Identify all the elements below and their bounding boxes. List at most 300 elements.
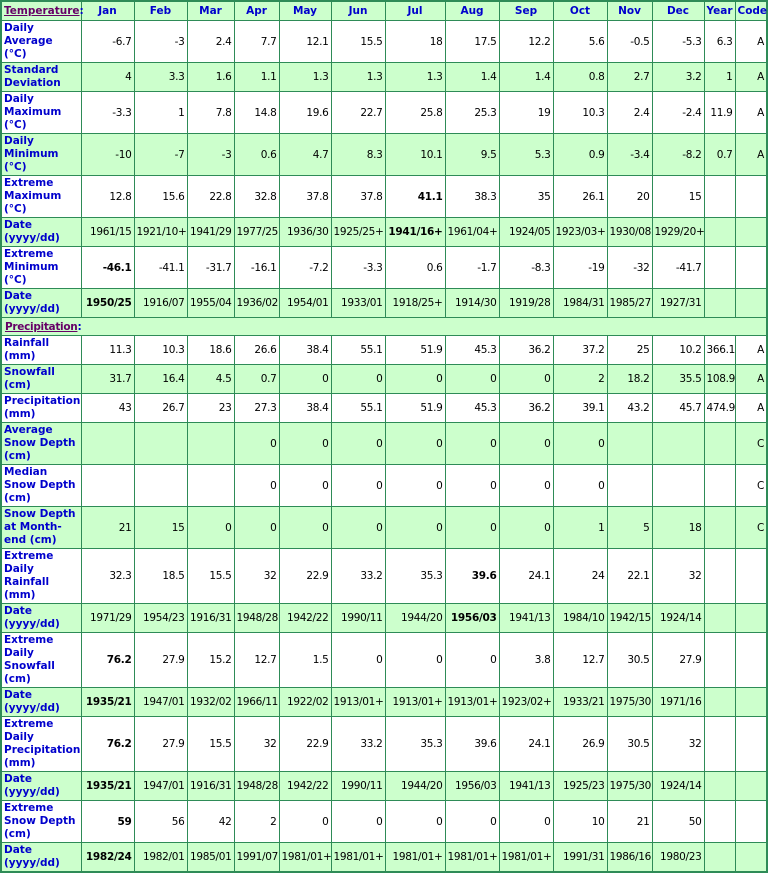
cell-may: 1981/01+ (279, 843, 331, 873)
cell-dec: 15 (652, 176, 704, 218)
row-label-extreme-minimum-c: Extreme Minimum (°C) (1, 247, 81, 289)
table-row (1, 336, 767, 365)
cell-apr: 12.7 (234, 633, 279, 688)
cell-dec: 32 (652, 549, 704, 604)
table-row (1, 772, 767, 801)
col-header-apr: Apr (234, 1, 279, 21)
cell-apr: 0.6 (234, 134, 279, 176)
cell-may: 1.5 (279, 633, 331, 688)
cell-sep: 36.2 (499, 394, 553, 423)
row-label-extreme-snow-depth-cm: Extreme Snow Depth (cm) (1, 801, 81, 843)
cell-jan (81, 465, 134, 507)
cell-mar: -31.7 (187, 247, 234, 289)
cell-feb: 16.4 (134, 365, 187, 394)
cell-jun: 1990/11 (331, 772, 385, 801)
cell-code: A (735, 134, 767, 176)
cell-year (704, 465, 735, 507)
cell-may: 1954/01 (279, 289, 331, 318)
cell-code (735, 176, 767, 218)
cell-feb: -3 (134, 21, 187, 63)
cell-mar: 1932/02 (187, 688, 234, 717)
cell-feb: 10.3 (134, 336, 187, 365)
cell-jul: 1941/16+ (385, 218, 445, 247)
col-header-mar: Mar (187, 1, 234, 21)
precipitation-section-heading (1, 318, 767, 336)
cell-year (704, 843, 735, 873)
cell-mar: 2.4 (187, 21, 234, 63)
cell-feb: 27.9 (134, 633, 187, 688)
cell-mar: 1941/29 (187, 218, 234, 247)
cell-nov: 18.2 (607, 365, 652, 394)
cell-may: 22.9 (279, 717, 331, 772)
cell-code: C (735, 423, 767, 465)
cell-aug: 0 (445, 633, 499, 688)
cell-year (704, 507, 735, 549)
cell-nov: -3.4 (607, 134, 652, 176)
cell-apr: 32 (234, 549, 279, 604)
cell-sep: 1941/13 (499, 772, 553, 801)
table-row (1, 423, 767, 465)
precipitation-link[interactable]: Precipitation (5, 320, 78, 333)
row-label-date-yyyy-dd: Date (yyyy/dd) (1, 218, 81, 247)
cell-jul: 0 (385, 633, 445, 688)
cell-sep: 5.3 (499, 134, 553, 176)
cell-code (735, 218, 767, 247)
cell-sep: 1923/02+ (499, 688, 553, 717)
cell-may: 38.4 (279, 394, 331, 423)
row-label-extreme-maximum-c: Extreme Maximum (°C) (1, 176, 81, 218)
cell-jul: 18 (385, 21, 445, 63)
cell-dec: 3.2 (652, 63, 704, 92)
cell-aug: 17.5 (445, 21, 499, 63)
cell-jan: 1982/24 (81, 843, 134, 873)
cell-apr: 7.7 (234, 21, 279, 63)
cell-dec: -8.2 (652, 134, 704, 176)
cell-jan: 32.3 (81, 549, 134, 604)
cell-jun: 0 (331, 801, 385, 843)
cell-mar: 18.6 (187, 336, 234, 365)
cell-sep: 0 (499, 423, 553, 465)
cell-jun: 0 (331, 465, 385, 507)
temperature-section-heading (1, 1, 84, 21)
cell-oct: 1 (553, 507, 607, 549)
cell-mar: 7.8 (187, 92, 234, 134)
cell-dec (652, 423, 704, 465)
cell-may: 19.6 (279, 92, 331, 134)
cell-mar (187, 423, 234, 465)
cell-code (735, 801, 767, 843)
cell-oct: 10.3 (553, 92, 607, 134)
cell-jun: 0 (331, 633, 385, 688)
col-header-may: May (279, 1, 331, 21)
cell-dec: 27.9 (652, 633, 704, 688)
cell-oct: 1933/21 (553, 688, 607, 717)
cell-year (704, 688, 735, 717)
cell-jul: 35.3 (385, 717, 445, 772)
col-header-year: Year (704, 1, 735, 21)
cell-year (704, 247, 735, 289)
cell-year: 1 (704, 63, 735, 92)
row-label-extreme-daily-precipitation-mm: Extreme Daily Precipitation (mm) (1, 717, 81, 772)
cell-jun: 55.1 (331, 336, 385, 365)
cell-jul: 0 (385, 465, 445, 507)
cell-oct: 5.6 (553, 21, 607, 63)
cell-year (704, 423, 735, 465)
cell-oct: 1925/23 (553, 772, 607, 801)
cell-oct: 12.7 (553, 633, 607, 688)
cell-dec: 45.7 (652, 394, 704, 423)
table-row (1, 465, 767, 507)
cell-feb: 1947/01 (134, 688, 187, 717)
cell-apr: 0 (234, 465, 279, 507)
cell-mar: 0 (187, 507, 234, 549)
cell-feb: 3.3 (134, 63, 187, 92)
cell-year (704, 801, 735, 843)
cell-code: A (735, 63, 767, 92)
cell-jan: -3.3 (81, 92, 134, 134)
cell-feb: -7 (134, 134, 187, 176)
cell-mar: 1916/31 (187, 604, 234, 633)
cell-sep: 0 (499, 465, 553, 507)
cell-feb: 15 (134, 507, 187, 549)
header-row (1, 1, 767, 21)
cell-feb: 1954/23 (134, 604, 187, 633)
row-label-daily-average-c: Daily Average (°C) (1, 21, 81, 63)
cell-oct: 1991/31 (553, 843, 607, 873)
cell-mar: 42 (187, 801, 234, 843)
cell-aug: 1914/30 (445, 289, 499, 318)
cell-may: 0 (279, 507, 331, 549)
cell-oct: 0.8 (553, 63, 607, 92)
cell-feb (134, 465, 187, 507)
cell-aug: 0 (445, 423, 499, 465)
cell-jun: 1981/01+ (331, 843, 385, 873)
col-header-nov: Nov (607, 1, 652, 21)
cell-code (735, 717, 767, 772)
cell-nov: 30.5 (607, 717, 652, 772)
cell-nov: -32 (607, 247, 652, 289)
cell-code (735, 289, 767, 318)
cell-jul: 51.9 (385, 394, 445, 423)
cell-year: 6.3 (704, 21, 735, 63)
cell-apr: 1948/28 (234, 772, 279, 801)
cell-sep: 19 (499, 92, 553, 134)
cell-aug: 1956/03 (445, 604, 499, 633)
row-label-rainfall-mm: Rainfall (mm) (1, 336, 81, 365)
cell-feb: 26.7 (134, 394, 187, 423)
cell-nov: 1975/30 (607, 772, 652, 801)
cell-may: 0 (279, 365, 331, 394)
cell-oct: 26.9 (553, 717, 607, 772)
row-label-date-yyyy-dd: Date (yyyy/dd) (1, 772, 81, 801)
table-row (1, 289, 767, 318)
cell-mar: 15.2 (187, 633, 234, 688)
cell-apr: 26.6 (234, 336, 279, 365)
cell-jun: 15.5 (331, 21, 385, 63)
cell-may: 0 (279, 423, 331, 465)
cell-jul: 1944/20 (385, 604, 445, 633)
cell-may: 37.8 (279, 176, 331, 218)
cell-jan: 59 (81, 801, 134, 843)
cell-year (704, 717, 735, 772)
cell-jan: -6.7 (81, 21, 134, 63)
cell-nov: 1975/30 (607, 688, 652, 717)
cell-may: 0 (279, 465, 331, 507)
cell-jun: 8.3 (331, 134, 385, 176)
cell-jun: 1.3 (331, 63, 385, 92)
table-row (1, 218, 767, 247)
row-label-snowfall-cm: Snowfall (cm) (1, 365, 81, 394)
cell-aug: 45.3 (445, 336, 499, 365)
cell-jan: 1935/21 (81, 688, 134, 717)
cell-oct: 37.2 (553, 336, 607, 365)
cell-aug: 39.6 (445, 717, 499, 772)
cell-mar: 15.5 (187, 717, 234, 772)
cell-year (704, 604, 735, 633)
cell-code: A (735, 365, 767, 394)
row-label-precipitation-mm: Precipitation (mm) (1, 394, 81, 423)
temperature-section (1, 21, 767, 318)
col-header-oct: Oct (553, 1, 607, 21)
table-row (1, 717, 767, 772)
cell-oct: -19 (553, 247, 607, 289)
cell-nov (607, 423, 652, 465)
cell-dec: 50 (652, 801, 704, 843)
cell-nov: 1986/16 (607, 843, 652, 873)
cell-mar: 1916/31 (187, 772, 234, 801)
cell-oct: 24 (553, 549, 607, 604)
table-row (1, 507, 767, 549)
cell-jun: 0 (331, 507, 385, 549)
cell-feb: 1921/10+ (134, 218, 187, 247)
cell-oct: 1984/31 (553, 289, 607, 318)
cell-apr: 32.8 (234, 176, 279, 218)
cell-code (735, 688, 767, 717)
cell-may: 1.3 (279, 63, 331, 92)
cell-apr: 2 (234, 801, 279, 843)
table-row (1, 92, 767, 134)
cell-apr: 1977/25 (234, 218, 279, 247)
cell-may: 22.9 (279, 549, 331, 604)
table-row (1, 633, 767, 688)
col-header-sep: Sep (499, 1, 553, 21)
cell-jun: 22.7 (331, 92, 385, 134)
cell-jun: 1933/01 (331, 289, 385, 318)
cell-may: 0 (279, 801, 331, 843)
table-row (1, 688, 767, 717)
cell-oct: 0 (553, 465, 607, 507)
col-header-aug: Aug (445, 1, 499, 21)
cell-jun: 37.8 (331, 176, 385, 218)
cell-nov: 1985/27 (607, 289, 652, 318)
cell-feb: 27.9 (134, 717, 187, 772)
cell-mar: -3 (187, 134, 234, 176)
cell-nov: 22.1 (607, 549, 652, 604)
cell-nov (607, 465, 652, 507)
cell-apr: -16.1 (234, 247, 279, 289)
cell-sep: 0 (499, 507, 553, 549)
cell-dec: -5.3 (652, 21, 704, 63)
cell-code: A (735, 394, 767, 423)
cell-jul: 1918/25+ (385, 289, 445, 318)
cell-jun: 1913/01+ (331, 688, 385, 717)
cell-jul: 1944/20 (385, 772, 445, 801)
cell-jan: 4 (81, 63, 134, 92)
cell-code: C (735, 465, 767, 507)
cell-mar: 23 (187, 394, 234, 423)
cell-year: 0.7 (704, 134, 735, 176)
cell-feb: 1916/07 (134, 289, 187, 318)
cell-year (704, 549, 735, 604)
cell-nov: 2.4 (607, 92, 652, 134)
cell-nov: 5 (607, 507, 652, 549)
row-label-date-yyyy-dd: Date (yyyy/dd) (1, 688, 81, 717)
colon: : (77, 320, 82, 333)
cell-mar: 15.5 (187, 549, 234, 604)
cell-apr: 0.7 (234, 365, 279, 394)
col-header-jun: Jun (331, 1, 385, 21)
cell-jan (81, 423, 134, 465)
cell-jun: 33.2 (331, 549, 385, 604)
cell-may: -7.2 (279, 247, 331, 289)
cell-code (735, 843, 767, 873)
cell-apr: 1966/11 (234, 688, 279, 717)
cell-year (704, 772, 735, 801)
cell-year: 474.9 (704, 394, 735, 423)
row-label-extreme-daily-snowfall-cm: Extreme Daily Snowfall (cm) (1, 633, 81, 688)
cell-code: A (735, 336, 767, 365)
col-header-feb: Feb (134, 1, 187, 21)
cell-sep: 1924/05 (499, 218, 553, 247)
cell-sep: 24.1 (499, 549, 553, 604)
cell-dec: -41.7 (652, 247, 704, 289)
cell-oct: 2 (553, 365, 607, 394)
cell-feb (134, 423, 187, 465)
cell-code (735, 772, 767, 801)
cell-year: 11.9 (704, 92, 735, 134)
cell-nov: 20 (607, 176, 652, 218)
cell-aug: 0 (445, 801, 499, 843)
cell-apr: 0 (234, 423, 279, 465)
row-label-median-snow-depth-cm: Median Snow Depth (cm) (1, 465, 81, 507)
cell-aug: -1.7 (445, 247, 499, 289)
cell-sep: 36.2 (499, 336, 553, 365)
cell-jul: 0 (385, 801, 445, 843)
cell-jun: 1990/11 (331, 604, 385, 633)
cell-year (704, 218, 735, 247)
cell-jan: 1950/25 (81, 289, 134, 318)
cell-sep: 24.1 (499, 717, 553, 772)
col-header-dec: Dec (652, 1, 704, 21)
cell-dec: 18 (652, 507, 704, 549)
cell-aug: 1956/03 (445, 772, 499, 801)
cell-jul: 0 (385, 507, 445, 549)
cell-jan: 12.8 (81, 176, 134, 218)
cell-aug: 0 (445, 365, 499, 394)
cell-oct: 1923/03+ (553, 218, 607, 247)
cell-aug: 9.5 (445, 134, 499, 176)
cell-dec: 1924/14 (652, 772, 704, 801)
cell-feb: 56 (134, 801, 187, 843)
cell-jun: 0 (331, 423, 385, 465)
cell-jan: 76.2 (81, 717, 134, 772)
cell-jan: 43 (81, 394, 134, 423)
cell-oct: 1984/10 (553, 604, 607, 633)
cell-jan: 1961/15 (81, 218, 134, 247)
row-label-average-snow-depth-cm: Average Snow Depth (cm) (1, 423, 81, 465)
table-row (1, 176, 767, 218)
cell-sep: 1941/13 (499, 604, 553, 633)
cell-sep: 1981/01+ (499, 843, 553, 873)
cell-feb: 1982/01 (134, 843, 187, 873)
cell-feb: 1 (134, 92, 187, 134)
cell-oct: 0.9 (553, 134, 607, 176)
cell-mar: 22.8 (187, 176, 234, 218)
cell-jan: 76.2 (81, 633, 134, 688)
cell-year (704, 176, 735, 218)
cell-may: 1942/22 (279, 604, 331, 633)
cell-jan: 1971/29 (81, 604, 134, 633)
cell-jan: 31.7 (81, 365, 134, 394)
cell-jun: -3.3 (331, 247, 385, 289)
cell-aug: 45.3 (445, 394, 499, 423)
precipitation-section (1, 318, 767, 873)
cell-feb: 15.6 (134, 176, 187, 218)
cell-jun: 1925/25+ (331, 218, 385, 247)
cell-oct: 10 (553, 801, 607, 843)
cell-nov: 2.7 (607, 63, 652, 92)
table-row (1, 365, 767, 394)
table-row (1, 247, 767, 289)
cell-mar: 1955/04 (187, 289, 234, 318)
cell-apr: 0 (234, 507, 279, 549)
cell-jul: 0 (385, 423, 445, 465)
cell-code (735, 247, 767, 289)
cell-aug: 25.3 (445, 92, 499, 134)
cell-jul: 0.6 (385, 247, 445, 289)
cell-year (704, 633, 735, 688)
cell-mar: 1985/01 (187, 843, 234, 873)
cell-may: 1936/30 (279, 218, 331, 247)
col-header-jul: Jul (385, 1, 445, 21)
cell-jul: 1.3 (385, 63, 445, 92)
cell-dec: 35.5 (652, 365, 704, 394)
cell-year (704, 289, 735, 318)
cell-code (735, 604, 767, 633)
row-label-date-yyyy-dd: Date (yyyy/dd) (1, 604, 81, 633)
cell-feb: 1947/01 (134, 772, 187, 801)
temperature-link[interactable]: Temperature (4, 4, 80, 17)
cell-apr: 1.1 (234, 63, 279, 92)
cell-jun: 55.1 (331, 394, 385, 423)
cell-jun: 33.2 (331, 717, 385, 772)
cell-aug: 0 (445, 507, 499, 549)
cell-nov: 21 (607, 801, 652, 843)
row-label-date-yyyy-dd: Date (yyyy/dd) (1, 289, 81, 318)
cell-nov: 30.5 (607, 633, 652, 688)
cell-aug: 1961/04+ (445, 218, 499, 247)
table-row (1, 604, 767, 633)
cell-jul: 41.1 (385, 176, 445, 218)
cell-may: 4.7 (279, 134, 331, 176)
cell-sep: 3.8 (499, 633, 553, 688)
cell-sep: 1.4 (499, 63, 553, 92)
row-label-extreme-daily-rainfall-mm: Extreme Daily Rainfall (mm) (1, 549, 81, 604)
cell-apr: 1991/07 (234, 843, 279, 873)
cell-jan: -46.1 (81, 247, 134, 289)
table-row (1, 843, 767, 873)
cell-dec: 1927/31 (652, 289, 704, 318)
